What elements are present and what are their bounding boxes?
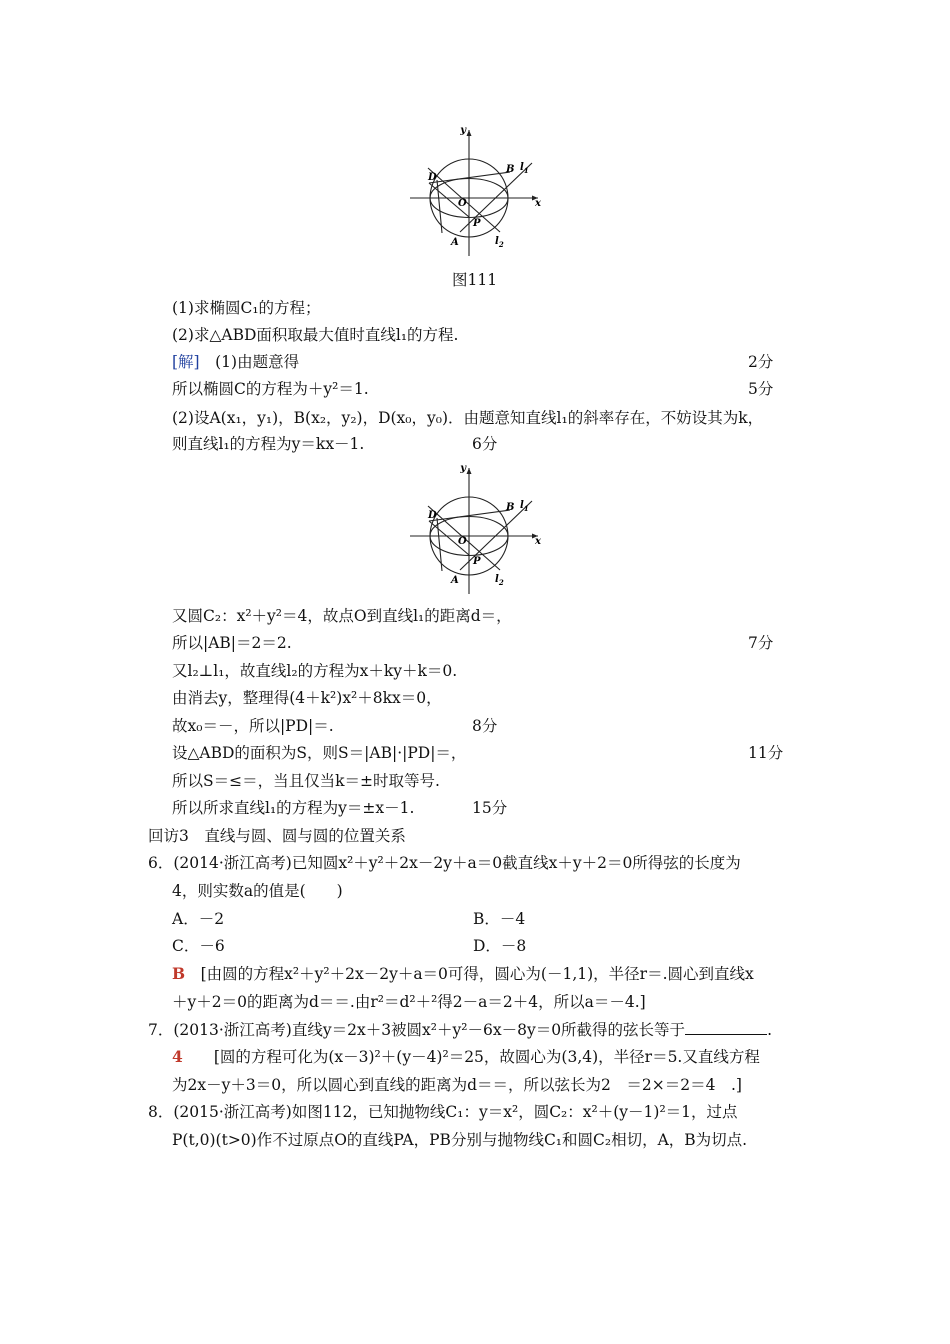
solution-step: 由消去y，整理得(4＋k²)x²＋8kx＝0， <box>172 689 442 707</box>
line-l1-label: $l_1$ <box>520 162 529 175</box>
score-mark: 11分 <box>748 744 784 762</box>
question-8-stem-cont: P(t,0)(t>0)作不过原点O的直线PA，PB分别与抛物线C₁和圆C₂相切，A，B为切点. <box>172 1131 748 1149</box>
answer-7: 4 <box>172 1047 183 1066</box>
solution-step: (2)设A(x₁，y₁)，B(x₂，y₂)，D(x₀，y₀)．由题意知直线l₁的斜率存在，不妨设其为k， <box>172 409 764 427</box>
point-p-label: P <box>473 218 481 229</box>
score-mark: 2分 <box>748 353 774 371</box>
score-mark: 5分 <box>748 380 774 398</box>
question-6-stem-cont: 4，则实数a的值是( ) <box>172 882 343 900</box>
x-axis-label: x <box>535 198 541 209</box>
question-8-stem: 8．(2015·浙江高考)如图112，已知抛物线C₁：y＝x²，圆C₂：x²＋(y－1)²＝1，过点 <box>148 1103 738 1121</box>
option-d: D．－8 <box>473 937 527 955</box>
section-heading: 回访3 直线与圆、圆与圆的位置关系 <box>148 827 406 845</box>
x-axis-label: x <box>535 536 541 547</box>
point-b-label: B <box>506 502 515 513</box>
figure-caption: 图111 <box>452 271 498 289</box>
question-6-stem: 6．(2014·浙江高考)已知圆x²＋y²＋2x－2y＋a＝0截直线x＋y＋2＝0所得弦的长度为 <box>148 854 741 872</box>
y-axis-label: y <box>460 125 466 136</box>
score-mark: 7分 <box>748 634 774 652</box>
solution-step: 所以S＝≤＝，当且仅当k＝±时取等号. <box>172 772 440 790</box>
y-axis-label: y <box>460 463 466 474</box>
solution-step: 又圆C₂：x²＋y²＝4，故点O到直线l₁的距离d＝， <box>172 607 512 625</box>
solution-step: 设△ABD的面积为S，则S＝|AB|·|PD|＝， <box>172 744 467 762</box>
score-mark: 15分 <box>472 799 508 817</box>
ellipse-circle-figure-2 <box>400 458 550 598</box>
solution-step: 所以|AB|＝2＝2. <box>172 634 292 652</box>
answer-6: B <box>172 964 186 983</box>
option-c: C．－6 <box>172 937 225 955</box>
option-b: B．－4 <box>473 910 526 928</box>
question-part-1: (1)求椭圆C₁的方程； <box>172 299 321 317</box>
point-a-label: A <box>451 575 459 586</box>
point-d-label: D <box>428 510 437 521</box>
solution-step: 所以所求直线l₁的方程为y＝±x－1. <box>172 799 415 817</box>
ellipse-circle-figure-1 <box>400 120 550 260</box>
solution-step: 故x₀＝－，所以|PD|＝. <box>172 717 334 735</box>
answer-6-explanation: B [由圆的方程x²＋y²＋2x－2y＋a＝0可得，圆心为(－1,1)，半径r＝.圆心到直线x <box>172 964 754 983</box>
solution-step: 所以椭圆C的方程为＋y²＝1. <box>172 380 369 398</box>
score-mark: 6分 <box>472 435 498 453</box>
question-7-stem: 7．(2013·浙江高考)直线y＝2x＋3被圆x²＋y²－6x－8y＝0所截得的弦长等于 . <box>148 1021 772 1039</box>
answer-7-explanation-cont: 为2x－y＋3＝0，所以圆心到直线的距离为d＝＝，所以弦长为2 ＝2×＝2＝4 .] <box>172 1076 742 1094</box>
solution-step: 又l₂⊥l₁，故直线l₂的方程为x＋ky＋k＝0. <box>172 662 458 680</box>
solution-tag: [解] <box>172 353 200 371</box>
solution-step: 则直线l₁的方程为y＝kx－1. <box>172 435 365 453</box>
answer-6-explanation-cont: ＋y＋2＝0的距离为d＝＝.由r²＝d²＋²得2－a＝2＋4，所以a＝－4.] <box>172 993 646 1011</box>
origin-label: O <box>458 198 467 209</box>
line-l1-label: $l_1$ <box>520 500 529 513</box>
answer-7-explanation: 4 [圆的方程可化为(x－3)²＋(y－4)²＝25，故圆心为(3,4)，半径r＝5.又直线方程 <box>172 1047 760 1066</box>
point-b-label: B <box>506 164 515 175</box>
point-a-label: A <box>451 237 459 248</box>
line-l2-label: $l_2$ <box>495 574 504 587</box>
question-part-2: (2)求△ABD面积取最大值时直线l₁的方程. <box>172 326 459 344</box>
score-mark: 8分 <box>472 717 498 735</box>
answer-blank <box>685 1020 767 1035</box>
point-d-label: D <box>428 172 437 183</box>
option-a: A．－2 <box>172 910 225 928</box>
origin-label: O <box>458 536 467 547</box>
point-p-label: P <box>473 556 481 567</box>
solution-step: [解] (1)由题意得 <box>172 353 300 371</box>
line-l2-label: $l_2$ <box>495 236 504 249</box>
